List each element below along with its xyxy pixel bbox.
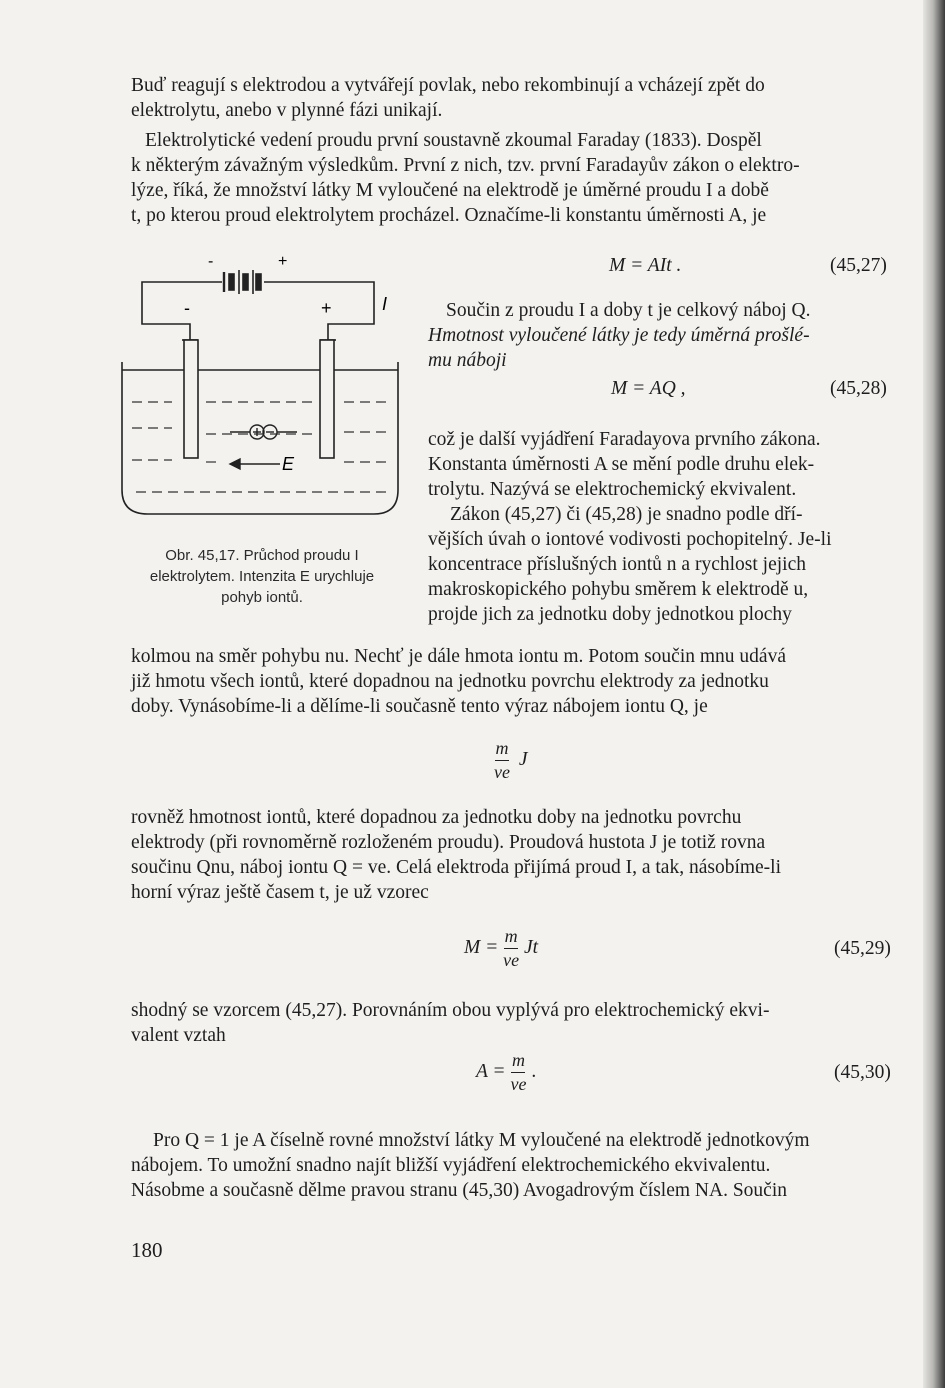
fraction-tail: J (518, 748, 528, 770)
equation-number: (45,29) (834, 938, 891, 959)
text-line: součinu Qnu, náboj iontu Q = ve. Celá elektroda přijímá proud I, a tak, násobíme-li (131, 857, 782, 878)
text-line: Pro Q = 1 je A číselně rovné množství látky M vyloučené na elektrodě jednotkovým (153, 1130, 810, 1151)
text-line: horní výraz ještě časem t, je už vzorec (131, 882, 429, 903)
text-line: lýze, říká, že množství látky M vyloučené na elektrodě je úměrné proudu I a době (131, 180, 769, 201)
caption-line: elektrolytem. Intenzita E urychluje (149, 568, 375, 585)
text-line: vějších úvah o iontové vodivosti pochopitelný. Je-li (428, 529, 832, 550)
equation-number: (45,27) (830, 255, 887, 276)
fraction-numerator: m (511, 1050, 525, 1070)
left-electrode (184, 340, 198, 458)
right-column-paragraph (428, 427, 894, 627)
equation-number: (45,28) (830, 378, 887, 399)
fraction-denominator: ve (503, 950, 520, 970)
fraction-denominator: ve (494, 762, 510, 782)
text-line: Zákon (45,27) či (45,28) je snadno podle dří- (450, 504, 803, 525)
text-line: Hmotnost vyloučené látky je tedy úměrná prošlé- (428, 325, 810, 346)
caption-line: Obr. 45,17. Průchod proudu I (165, 547, 359, 564)
text-line: Násobme a současně dělme pravou stranu (45,30) Avogadrovým číslem NA. Součin (131, 1180, 787, 1201)
right-electrode (320, 340, 334, 458)
text-line: valent vztah (131, 1025, 226, 1046)
text-line: koncentrace příslušných iontů n a rychlost jejich (428, 554, 806, 575)
text-line: což je další vyjádření Faradayova prvního zákona. (428, 429, 821, 450)
text-line: již hmotu všech iontů, které dopadnou na jednotku povrchu elektrody za jednotku (131, 671, 769, 692)
body-paragraph (131, 998, 897, 1048)
text-line: elektrolytu, anebo v plynné fázi unikají. (131, 100, 443, 121)
fraction-denominator: ve (510, 1074, 527, 1094)
text-line: Konstanta úměrnosti A se mění podle druhu elek- (428, 454, 815, 475)
text-line: k některým závažným výsledkům. První z nich, tzv. první Faradayův zákon o elektro- (131, 155, 800, 176)
equation-45-29 (464, 928, 538, 969)
text-line: doby. Vynásobíme-li a dělíme-li současně tento výraz nábojem iontu Q, je (131, 696, 708, 717)
right-column-paragraph (428, 298, 894, 373)
wire-left (142, 282, 222, 312)
text-line: shodný se vzorcem (45,27). Porovnáním obou vyplývá pro elektrochemický ekvi- (131, 1000, 770, 1021)
text-line: Součin z proudu I a doby t je celkový náboj Q. (446, 300, 811, 321)
body-paragraph (131, 1128, 897, 1203)
field-label: E (282, 454, 295, 474)
figure-caption (112, 545, 412, 608)
caption-line: pohyb iontů. (221, 589, 303, 606)
battery-plus-label: + (278, 253, 288, 270)
equation-tail: . (531, 1060, 537, 1082)
right-electrode-label: + (321, 298, 332, 318)
fraction-numerator: m (495, 738, 509, 758)
electrolysis-figure (112, 252, 412, 527)
intro-paragraph (131, 73, 897, 228)
text-line: t, po kterou proud elektrolytem procházel. Označíme-li konstantu úměrnosti A, je (131, 205, 767, 226)
text-line: kolmou na směr pohybu nu. Nechť je dále hmota iontu m. Potom součin mnu udává (131, 646, 786, 667)
text-line: Elektrolytické vedení proudu první soustavně zkoumal Faraday (1833). Dospěl (145, 130, 762, 151)
left-electrode-label: - (184, 298, 190, 318)
text-line: rovněž hmotnost iontů, které dopadnou za jednotku doby na jednotku povrchu (131, 807, 742, 828)
equation-lhs: M = (464, 936, 499, 958)
battery-cell (229, 274, 234, 290)
text-line: projde jich za jednotku doby jednotkou plochy (428, 604, 792, 625)
equation-45-30 (476, 1052, 536, 1093)
equation-lhs: A = (476, 1060, 506, 1082)
arrow-head-icon (230, 459, 240, 469)
equation-45-28: M = AQ , (611, 378, 686, 399)
battery-minus-label: - (208, 253, 214, 270)
battery-cell (243, 274, 248, 290)
text-line: Buď reagují s elektrodou a vytvářejí povlak, nebo rekombinují a vcházejí zpět do (131, 75, 765, 96)
wire-right-electrode (328, 312, 374, 340)
text-line: makroskopického pohybu směrem k elektrodě u, (428, 579, 809, 600)
text-line: mu náboji (428, 350, 507, 371)
body-paragraph (131, 805, 897, 905)
body-paragraph (131, 644, 897, 719)
equation-number: (45,30) (834, 1062, 891, 1083)
page-number: 180 (131, 1238, 163, 1262)
wire-left-electrode (142, 312, 190, 340)
current-label: I (382, 294, 388, 314)
text-line: elektrody (při rovnoměrně rozloženém proudu). Proudová hustota J je totiž rovna (131, 832, 766, 853)
fraction-numerator: m (504, 926, 518, 946)
equation-tail: Jt (524, 936, 539, 958)
page-shadow-edge (923, 0, 945, 1388)
text-line: trolytu. Nazývá se elektrochemický ekvivalent. (428, 479, 797, 500)
battery-cell (256, 274, 261, 290)
equation-45-27: M = AIt . (609, 255, 682, 276)
fraction-expression (494, 740, 528, 781)
wire-right (264, 282, 374, 312)
text-line: nábojem. To umožní snadno najít bližší vyjádření elektrochemického ekvivalentu. (131, 1155, 771, 1176)
